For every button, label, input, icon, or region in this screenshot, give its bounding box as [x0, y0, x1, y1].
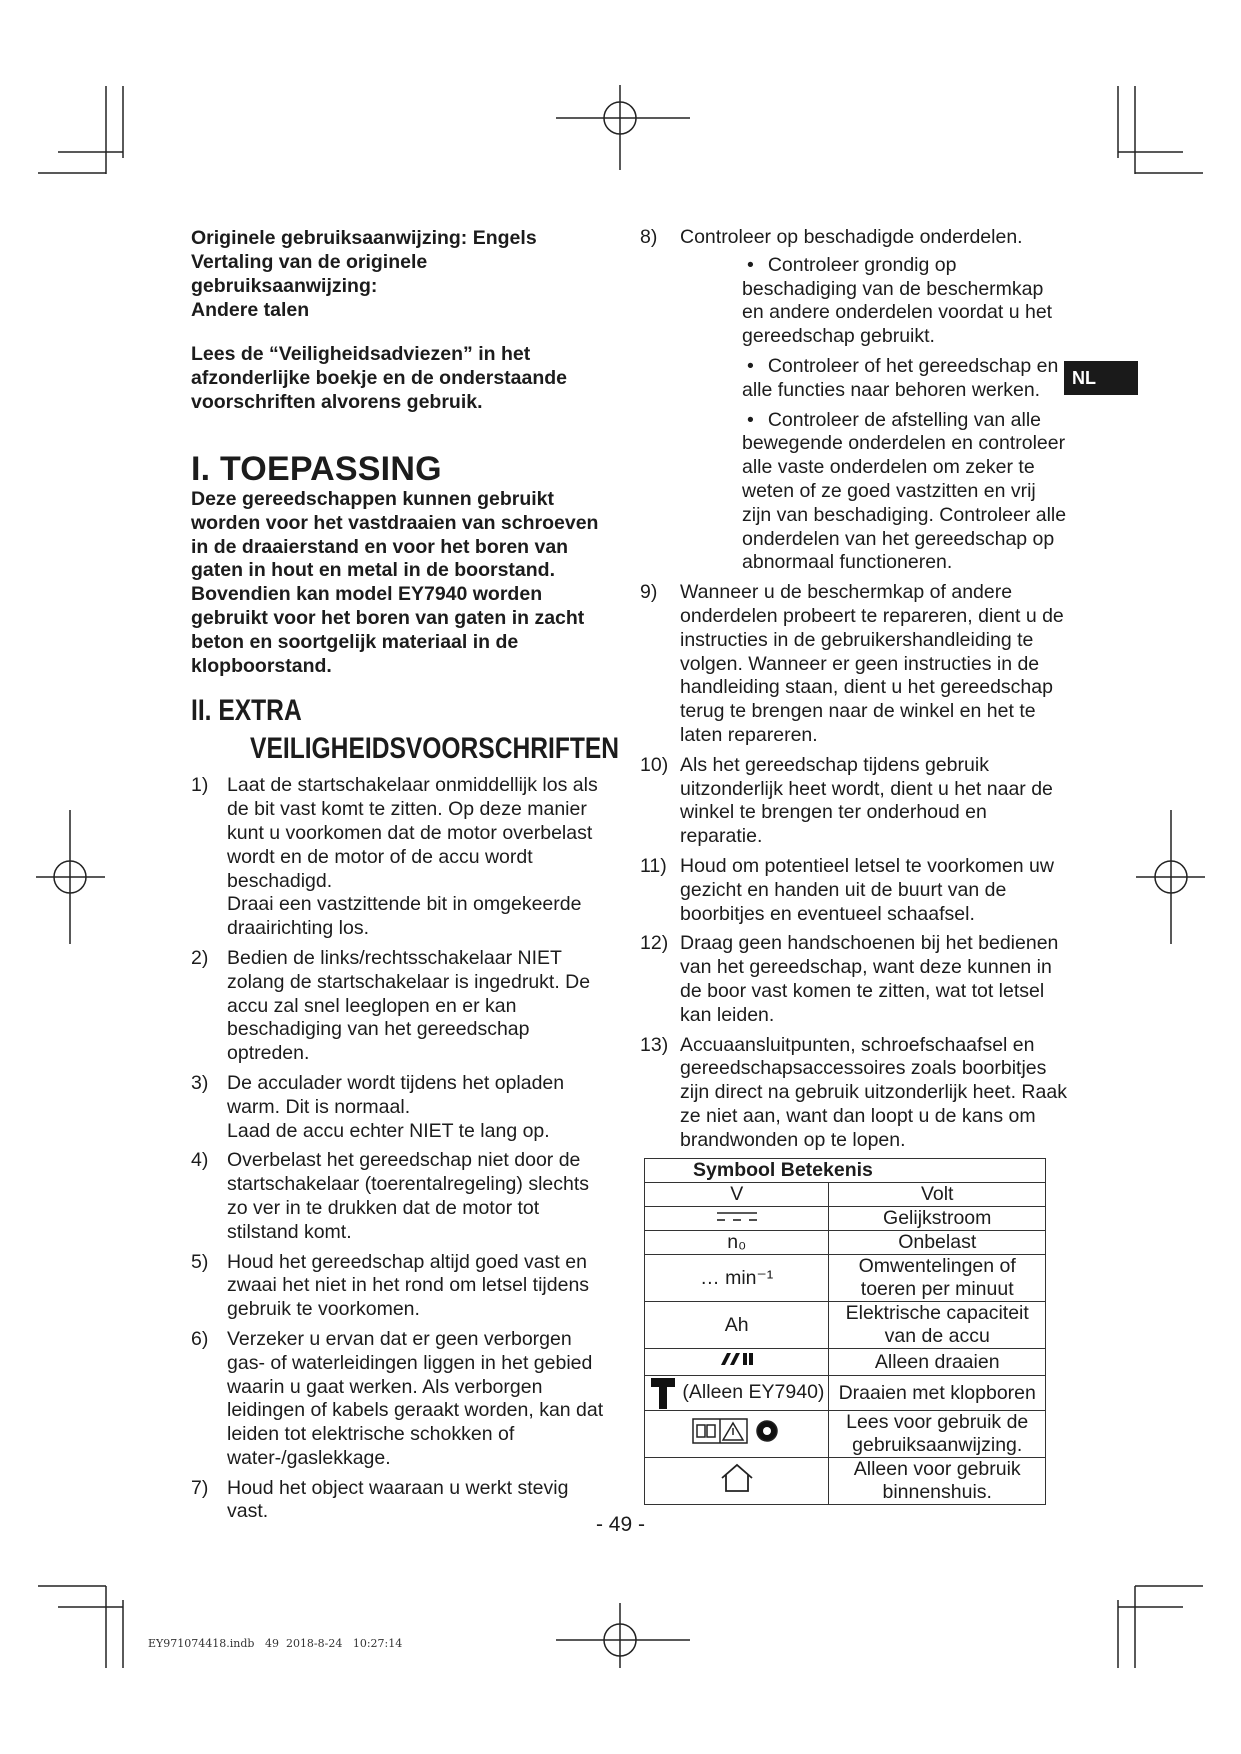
bullet-item: • Controleer grondig op beschadiging van de beschermkap en andere onderdelen voordat u het gereedschap gebruikt.: [742, 253, 1053, 348]
list-item: 11) Houd om potentieel letsel te voorkomen uw gezicht en handen uit de buurt van de boorbitjes en eventueel schaafsel.: [640, 854, 1054, 925]
item8-bullets: [680, 254, 1070, 575]
bullet-item: • Controleer of het gereedschap en alle functies naar behoren werken.: [742, 354, 1059, 401]
safety-list-right: [640, 226, 1070, 1152]
language-tab: NL: [1064, 361, 1138, 395]
right-column: [640, 226, 1070, 1505]
intro-other-languages: Andere talen: [191, 299, 310, 321]
hammer-drill-symbol: (Alleen EY7940): [645, 1376, 829, 1411]
intro-languages: [191, 226, 611, 322]
section1-body: Deze gereedschappen kunnen gebruikt worden voor het vastdraaien van schroeven in de draaierstand en voor het boren van gaten in hout en metal in de boorstand. Bovendien kan model EY7940 worden gebruikt voor het boren van gaten in zacht beton en soortgelijk materiaal in de klopboorstand.: [191, 488, 599, 677]
table-row: Alleen draaien: [645, 1349, 1046, 1376]
symbol-ah: Ah: [645, 1302, 829, 1349]
intro-notice: Lees de “Veiligheidsadviezen” in het afzonderlijke boekje en de onderstaande voorschriften alvorens gebruik.: [191, 343, 568, 413]
table-row: … min⁻¹ Omwentelingen of toeren per minuut: [645, 1255, 1046, 1302]
list-item: 6) Verzeker u ervan dat er geen verborgen gas- of waterleidingen liggen in het gebied waarin u gaat werken. Als verborgen leidingen of kabels geraakt worden, kan dat leiden tot elektrische schokken of water-/gaslekkage.: [191, 1327, 604, 1469]
table-row: Alleen voor gebruik binnenshuis.: [645, 1458, 1046, 1505]
list-item: 12) Draag geen handschoenen bij het bedienen van het gereedschap, want deze kunnen in de boor vast komen te zitten, wat tot letsel kan leiden.: [640, 932, 1059, 1026]
drill-only-icon: [645, 1349, 829, 1376]
table-row: Gelijkstroom: [645, 1207, 1046, 1231]
symbol-table: [644, 1158, 1046, 1505]
symbol-volt: V: [645, 1183, 829, 1207]
list-item: 2) Bedien de links/rechtsschakelaar NIET zolang de startschakelaar is ingedrukt. De accu zal snel leeglopen en er kan beschadiging van het gereedschap optreden.: [191, 946, 591, 1065]
page-number: - 49 -: [595, 1513, 645, 1536]
table-row: n₀ Onbelast: [645, 1231, 1046, 1255]
symbol-rpm: … min⁻¹: [645, 1255, 829, 1302]
dc-current-icon: [645, 1207, 829, 1231]
safety-list-left: [191, 774, 611, 1524]
section1-heading: I. TOEPASSING: [191, 450, 442, 488]
list-item: 10) Als het gereedschap tijdens gebruik uitzonderlijk heet wordt, dient u het naar de winkel te brengen ter onderhoud en reparatie.: [640, 753, 1053, 848]
section2-heading-line2: VEILIGHEIDSVOORSCHRIFTEN: [250, 732, 620, 766]
symbol-no-load: n₀: [645, 1231, 829, 1255]
intro-translation-line: Vertaling van de originele gebruiksaanwijzing:: [191, 251, 428, 297]
list-item: 9) Wanneer u de beschermkap of andere onderdelen probeert te repareren, dient u de instructies in de gebruikershandleiding te volgen. Wanneer er geen instructies in de handleiding staan, dient u het gereedschap terug te brengen naar de winkel en het te laten repareren.: [640, 581, 1064, 746]
intro-original-language: Originele gebruiksaanwijzing: Engels: [191, 227, 537, 249]
hammer-icon: [649, 1376, 677, 1410]
indoor-use-icon: [645, 1458, 829, 1505]
section2-heading-line1: II. EXTRA: [191, 694, 302, 728]
table-row: Lees voor gebruik de gebruiksaanwijzing.: [645, 1411, 1046, 1458]
list-item: 1) Laat de startschakelaar onmiddellijk los als de bit vast komt te zitten. Op deze manier kunt u voorkomen dat de motor overbelast wordt en de motor of de accu wordt beschadigd. Draai een vastzittende bit in omgekeerde draairichting los.: [191, 774, 598, 940]
list-item: 7) Houd het object waaraan u werkt stevig vast.: [191, 1476, 569, 1523]
bullet-item: • Controleer de afstelling van alle bewegende onderdelen en controleer alle vaste onderdelen om zeker te weten of ze goed vastzitten en vrij zijn van beschadiging. Controleer alle onderdelen van het gereedschap op abnormaal functioneren.: [742, 408, 1067, 574]
left-column: [191, 226, 620, 1530]
table-row: Ah Elektrische capaciteit van de accu: [645, 1302, 1046, 1349]
list-item: 13) Accuaansluitpunten, schroefschaafsel en gereedschapsaccessoires zoals boorbitjes zijn direct na gebruik uitzonderlijk heet. Raak ze niet aan, want dan loopt u de kans om brandwonden op te lopen.: [640, 1033, 1067, 1151]
list-item: 8) Controleer op beschadigde onderdelen. • Controleer grondig op beschadiging van de beschermkap en andere onderdelen voordat u het gereedschap gebruikt. • Controleer of het gereedschap en alle functies naar behoren werken. • Controleer de afstelling van alle bewegende onderdelen en controleer alle vaste onderdelen om zeker te weten of ze goed vastzitten en vrij zijn van beschadiging. Controleer alle onderdelen van het gereedschap op abnormaal functioneren.: [640, 226, 1070, 575]
list-item: 4) Overbelast het gereedschap niet door de startschakelaar (toerentalregeling) slechts zo ver in te drukken dat de motor tot stilstand komt.: [191, 1149, 590, 1243]
table-row: V Volt: [645, 1183, 1046, 1207]
list-item: 3) De acculader wordt tijdens het opladen warm. Dit is normaal. Laad de accu echter NIET te lang op.: [191, 1071, 565, 1142]
print-slug: EY971074418.indb 49 2018-8-24 10:27:14: [148, 1637, 403, 1650]
table-row: (Alleen EY7940) Draaien met klopboren: [645, 1376, 1046, 1411]
symbol-table-header: Symbool Betekenis: [645, 1159, 1046, 1183]
read-manual-icons: [645, 1411, 829, 1458]
list-item: 5) Houd het gereedschap altijd goed vast en zwaai het niet in het rond om letsel tijdens gebruik te voorkomen.: [191, 1250, 590, 1321]
